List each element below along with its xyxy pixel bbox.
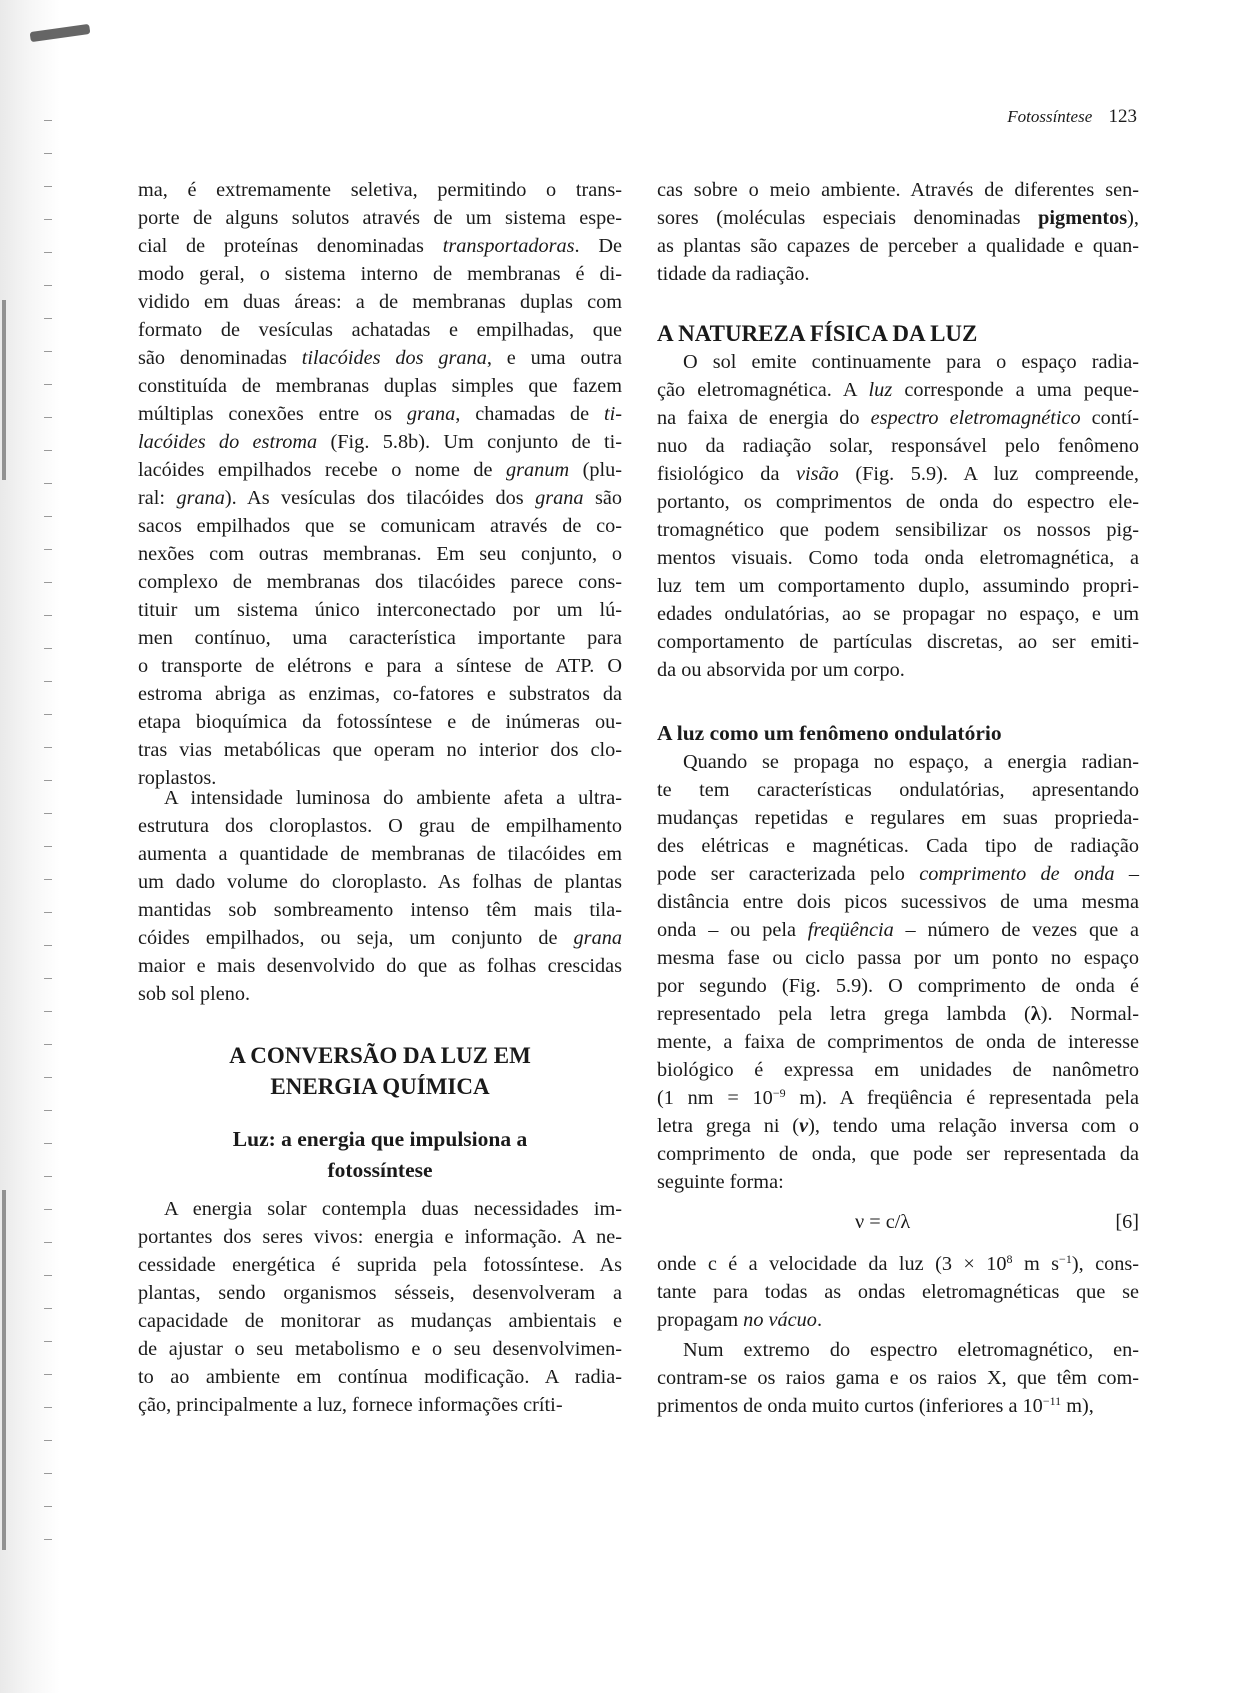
text-line <box>138 784 622 812</box>
text-run: to ao ambiente em contínua modificação. A radia- <box>138 1366 622 1388</box>
scan-artifact <box>44 186 52 187</box>
text-run: na faixa de energia do <box>657 407 871 429</box>
text-line <box>657 1000 1139 1028</box>
text-line <box>657 1112 1139 1140</box>
text-line <box>138 344 622 372</box>
text-line <box>657 348 1139 376</box>
scan-artifact <box>44 1176 52 1177</box>
running-header <box>1007 106 1137 128</box>
text-line <box>138 868 622 896</box>
scan-artifact <box>44 1440 52 1441</box>
text-run: (1 nm = 10 <box>657 1087 773 1109</box>
scan-artifact <box>44 450 52 451</box>
text-run: m s <box>1012 1253 1060 1275</box>
text-line <box>657 776 1139 804</box>
text-line <box>657 516 1139 544</box>
scan-artifact <box>44 1539 52 1540</box>
text-line <box>138 1223 622 1251</box>
text-run: letra grega ni ( <box>657 1115 800 1137</box>
text-run: . De <box>574 235 622 257</box>
text-run: maior e mais desenvolvido do que as folhas crescidas <box>138 955 622 977</box>
text-run: ), <box>1127 207 1139 229</box>
text-line <box>138 428 622 456</box>
text-run: luz tem um comportamento duplo, assumindo propri- <box>657 575 1139 597</box>
text-line <box>657 176 1139 204</box>
text-run: , chamadas de <box>455 403 604 425</box>
text-run: pode ser caracterizada pelo <box>657 863 920 885</box>
text-run: comprimento de onda, que pode ser representada da <box>657 1143 1139 1165</box>
text-run: portanto, os comprimentos de onda do espectro ele- <box>657 491 1139 513</box>
text-run: sob sol pleno. <box>138 983 251 1005</box>
text-run: vidido em duas áreas: a de membranas duplas com <box>138 291 622 313</box>
text-line <box>138 952 622 980</box>
scan-artifact <box>44 648 52 649</box>
text-run: roplastos. <box>138 767 217 789</box>
scan-artifact <box>44 1407 52 1408</box>
text-line <box>138 540 622 568</box>
equation <box>657 1207 1139 1237</box>
text-line <box>138 400 622 428</box>
text-run: são <box>583 487 622 509</box>
text-line <box>657 804 1139 832</box>
text-run: primentos de onda muito curtos (inferiores a 10 <box>657 1395 1043 1417</box>
scan-artifact <box>44 813 52 814</box>
text-run: cóides empilhados, ou seja, um conjunto de <box>138 927 574 949</box>
text-line <box>138 980 622 1008</box>
text-line <box>657 1168 1139 1196</box>
text-run: mantidas sob sombreamento intenso têm mais tila- <box>138 899 622 921</box>
text-run: estrutura dos cloroplastos. O grau de empilhamento <box>138 815 622 837</box>
text-run: cessidade energética é suprida pela fotossíntese. As <box>138 1254 622 1276</box>
text-run: nexões com outras membranas. Em seu conjunto, o <box>138 543 622 565</box>
italic-text: grana <box>176 487 225 509</box>
scan-artifact <box>44 714 52 715</box>
text-run: Num extremo do espectro eletromagnético, en- <box>683 1339 1139 1361</box>
text-run: fisiológico da <box>657 463 796 485</box>
scan-artifact <box>44 1341 52 1342</box>
italic-text: comprimento de onda <box>919 863 1115 885</box>
text-line <box>138 596 622 624</box>
text-line <box>657 656 1139 684</box>
paragraph <box>657 348 1139 684</box>
text-run: sores (moléculas especiais denominadas <box>657 207 1039 229</box>
text-line <box>657 888 1139 916</box>
text-run: múltiplas conexões entre os <box>138 403 407 425</box>
heading-line: Luz: a energia que impulsiona a <box>232 1127 528 1151</box>
text-run: sacos empilhados que se comunicam através de co- <box>138 515 622 537</box>
text-line <box>657 860 1139 888</box>
scan-artifact <box>44 1077 52 1078</box>
text-line <box>657 1364 1139 1392</box>
text-run: mesma fase ou ciclo passa por um ponto no espaço <box>657 947 1139 969</box>
scan-artifact <box>44 153 52 154</box>
text-run: tidade da radiação. <box>657 263 810 285</box>
heading-line: fotossíntese <box>327 1158 433 1182</box>
text-line <box>657 376 1139 404</box>
bold-text: pigmentos <box>1038 207 1128 229</box>
italic-text: granum <box>506 459 570 481</box>
text-run: O sol emite continuamente para o espaço radia- <box>683 351 1139 373</box>
scan-artifact <box>44 846 52 847</box>
scan-artifact <box>44 615 52 616</box>
text-run: biológico é expressa em unidades de nanômetro <box>657 1059 1139 1081</box>
text-line <box>657 972 1139 1000</box>
italic-text: freqüência <box>807 919 894 941</box>
scan-artifact <box>44 483 52 484</box>
text-run: as plantas são capazes de perceber a qualidade e quan- <box>657 235 1139 257</box>
scan-artifact <box>44 1209 52 1210</box>
text-line <box>138 1195 622 1223</box>
text-run: representado pela letra grega lambda ( <box>657 1003 1031 1025</box>
page-number: 123 <box>1108 106 1137 127</box>
scan-artifact <box>44 1374 52 1375</box>
scan-artifact <box>44 879 52 880</box>
scan-artifact <box>44 1110 52 1111</box>
text-line <box>657 488 1139 516</box>
text-run: edades ondulatórias, ao se propagar no espaço, e um <box>657 603 1139 625</box>
subsection-heading <box>138 1124 622 1186</box>
text-line <box>138 204 622 232</box>
italic-text: grana <box>535 487 584 509</box>
paragraph <box>138 1195 622 1419</box>
scan-artifact <box>44 1308 52 1309</box>
text-run: tante para todas as ondas eletromagnéticas que se <box>657 1281 1139 1303</box>
text-line <box>657 1392 1139 1420</box>
text-line <box>138 1279 622 1307</box>
text-line <box>138 568 622 596</box>
text-run: contí- <box>1080 407 1139 429</box>
text-run: o transporte de elétrons e para a síntese de ATP. O <box>138 655 622 677</box>
text-run: aumenta a quantidade de membranas de tilacóides em <box>138 843 622 865</box>
text-run: (Fig. 5.8b). Um conjunto de ti- <box>317 431 623 453</box>
text-line <box>657 544 1139 572</box>
scan-artifact <box>44 549 52 550</box>
scan-artifact <box>44 318 52 319</box>
text-line <box>138 652 622 680</box>
text-run: seguinte forma: <box>657 1171 784 1193</box>
scan-artifact <box>44 1506 52 1507</box>
text-run: cial de proteínas denominadas <box>138 235 443 257</box>
scan-artifact <box>44 1275 52 1276</box>
text-line <box>657 1278 1139 1306</box>
text-line <box>657 572 1139 600</box>
text-run: tituir um sistema único interconectado por um lú- <box>138 599 622 621</box>
text-line <box>657 432 1139 460</box>
section-heading: A NATUREZA FÍSICA DA LUZ <box>657 321 978 346</box>
paragraph <box>657 1336 1139 1420</box>
text-run: m), <box>1061 1395 1094 1417</box>
text-line <box>138 288 622 316</box>
text-run: (Fig. 5.9). A luz compreende, <box>838 463 1139 485</box>
text-line <box>657 1084 1139 1112</box>
section-heading <box>138 1040 622 1102</box>
equation-formula: ν = c/λ <box>855 1211 911 1233</box>
paragraph <box>138 176 622 792</box>
paragraph <box>657 748 1139 1196</box>
heading-line: A CONVERSÃO DA LUZ EM <box>229 1043 531 1068</box>
equation-number: [6] <box>1115 1211 1139 1233</box>
text-run: A energia solar contempla duas necessidades im- <box>164 1198 622 1220</box>
text-run: plantas, sendo organismos sésseis, desenvolveram a <box>138 1282 622 1304</box>
text-line <box>138 372 622 400</box>
paragraph <box>138 784 622 1008</box>
text-run: nuo da radiação solar, responsável pelo fenômeno <box>657 435 1139 457</box>
scan-artifact <box>44 1473 52 1474</box>
text-line <box>657 628 1139 656</box>
text-run: Quando se propaga no espaço, a energia radian- <box>683 751 1139 773</box>
text-line <box>657 1250 1139 1278</box>
text-run: um dado volume do cloroplasto. As folhas de plantas <box>138 871 622 893</box>
scan-artifact <box>44 747 52 748</box>
italic-text: ti- <box>603 403 622 425</box>
superscript: −11 <box>1042 1394 1062 1408</box>
text-run: da ou absorvida por um corpo. <box>657 659 905 681</box>
text-run: capacidade de monitorar as mudanças ambientais e <box>138 1310 622 1332</box>
text-run: por segundo (Fig. 5.9). O comprimento de onda é <box>657 975 1139 997</box>
italic-text: no vácuo <box>743 1309 817 1331</box>
text-run: men contínuo, uma característica importante para <box>138 627 622 649</box>
scan-artifact <box>44 978 52 979</box>
scan-artifact <box>44 384 52 385</box>
text-run: onda – ou pela <box>657 919 808 941</box>
text-run: modo geral, o sistema interno de membranas é di- <box>138 263 622 285</box>
text-run: te tem características ondulatórias, apresentando <box>657 779 1139 801</box>
running-title: Fotossíntese <box>1007 107 1093 126</box>
text-run: comportamento de partículas discretas, ao ser emiti- <box>657 631 1139 653</box>
text-run: propagam <box>657 1309 744 1331</box>
text-line <box>138 896 622 924</box>
text-run: etapa bioquímica da fotossíntese e de inúmeras ou- <box>138 711 622 733</box>
text-line <box>138 484 622 512</box>
text-line <box>138 840 622 868</box>
text-run: des elétricas e magnéticas. Cada tipo de radiação <box>657 835 1139 857</box>
italic-text: grana <box>573 927 622 949</box>
text-line <box>138 1391 622 1419</box>
text-run: ), tendo uma relação inversa com o <box>808 1115 1139 1137</box>
text-line <box>657 460 1139 488</box>
text-run: ma, é extremamente seletiva, permitindo o trans- <box>138 179 622 201</box>
text-line <box>138 736 622 764</box>
superscript: −9 <box>772 1086 786 1100</box>
text-line <box>138 1251 622 1279</box>
text-line <box>657 1336 1139 1364</box>
scan-artifact <box>44 219 52 220</box>
text-run: . <box>816 1309 823 1331</box>
scan-artifact <box>44 912 52 913</box>
text-run: onde c é a velocidade da luz (3 × 10 <box>657 1253 1007 1275</box>
text-run: tromagnético que podem sensibilizar os nossos pig- <box>657 519 1139 541</box>
scan-artifact <box>2 300 6 480</box>
scan-artifact <box>44 945 52 946</box>
bold-italic-text: ν <box>799 1115 809 1137</box>
scan-artifact <box>44 351 52 352</box>
text-line <box>657 232 1139 260</box>
text-line <box>138 176 622 204</box>
text-line <box>138 456 622 484</box>
text-run: tras vias metabólicas que operam no interior dos clo- <box>138 739 622 761</box>
text-run: estroma abriga as enzimas, co-fatores e substratos da <box>138 683 622 705</box>
bold-text: λ <box>1030 1003 1041 1025</box>
text-run: portantes dos seres vivos: energia e informação. A ne- <box>138 1226 622 1248</box>
scan-artifact <box>44 681 52 682</box>
text-run: ral: <box>138 487 177 509</box>
text-line <box>657 600 1139 628</box>
text-run: lacóides empilhados recebe o nome de <box>138 459 506 481</box>
text-run: (plu- <box>569 459 622 481</box>
text-run: A intensidade luminosa do ambiente afeta a ultra- <box>164 787 622 809</box>
text-run: constituída de membranas duplas simples que fazem <box>138 375 622 397</box>
text-run: , e uma outra <box>486 347 622 369</box>
text-line <box>138 1307 622 1335</box>
text-run: ), cons- <box>1071 1253 1139 1275</box>
paragraph <box>657 176 1139 288</box>
text-run: mudanças repetidas e regulares em suas proprieda- <box>657 807 1139 829</box>
scan-artifact <box>44 1044 52 1045</box>
text-run: ção eletromagnética. A <box>657 379 869 401</box>
superscript: −1 <box>1059 1252 1072 1266</box>
text-run: contram-se os raios gama e os raios X, que têm com- <box>657 1367 1139 1389</box>
heading-line: ENERGIA QUÍMICA <box>270 1074 490 1099</box>
text-line <box>657 1306 1139 1334</box>
italic-text: espectro eletromagnético <box>870 407 1081 429</box>
text-line <box>657 1056 1139 1084</box>
text-run: m). A freqüência é representada pela <box>785 1087 1140 1109</box>
text-line <box>138 316 622 344</box>
scan-artifact <box>44 120 52 121</box>
text-run: ). As vesículas dos tilacóides dos <box>224 487 536 509</box>
text-run: formato de vesículas achatadas e empilhadas, que <box>138 319 622 341</box>
scan-artifact <box>44 1143 52 1144</box>
text-line <box>138 260 622 288</box>
scan-artifact <box>44 582 52 583</box>
subsection-heading: A luz como um fenômeno ondulatório <box>657 721 1002 745</box>
text-line <box>657 204 1139 232</box>
italic-text: tilacóides dos grana <box>301 347 487 369</box>
italic-text: lacóides do estroma <box>138 431 318 453</box>
text-run: são denominadas <box>138 347 302 369</box>
scan-artifact <box>44 417 52 418</box>
scan-binding-shadow <box>0 0 60 1693</box>
text-line <box>657 260 1139 288</box>
scan-artifact <box>44 1011 52 1012</box>
text-line <box>657 916 1139 944</box>
text-line <box>138 512 622 540</box>
text-line <box>138 708 622 736</box>
text-line <box>657 404 1139 432</box>
scan-artifact <box>44 780 52 781</box>
text-line <box>138 924 622 952</box>
paragraph <box>657 1250 1139 1334</box>
superscript: 8 <box>1006 1252 1013 1266</box>
text-line <box>657 944 1139 972</box>
text-line <box>657 1140 1139 1168</box>
text-line <box>138 1335 622 1363</box>
scan-artifact <box>44 1242 52 1243</box>
italic-text: transportadoras <box>442 235 575 257</box>
text-line <box>657 1028 1139 1056</box>
text-line <box>138 680 622 708</box>
scan-artifact <box>44 516 52 517</box>
italic-text: luz <box>868 379 893 401</box>
text-line <box>138 624 622 652</box>
text-line <box>138 812 622 840</box>
text-run: mentos visuais. Como toda onda eletromagnética, a <box>657 547 1139 569</box>
scan-artifact <box>44 252 52 253</box>
text-run: mente, a faixa de comprimentos de onda de interesse <box>657 1031 1139 1053</box>
text-run: cas sobre o meio ambiente. Através de diferentes sen- <box>657 179 1139 201</box>
text-run: corresponde a uma peque- <box>892 379 1139 401</box>
text-run: complexo de membranas dos tilacóides parece cons- <box>138 571 622 593</box>
text-run: – <box>1114 863 1140 885</box>
text-line <box>657 832 1139 860</box>
text-line <box>138 1363 622 1391</box>
text-run: – número de vezes que a <box>893 919 1140 941</box>
text-run: ção, principalmente a luz, fornece informações críti- <box>138 1394 563 1416</box>
text-line <box>657 748 1139 776</box>
italic-text: grana <box>406 403 456 425</box>
text-run: ). Normal- <box>1040 1003 1139 1025</box>
text-run: de ajustar o seu metabolismo e o seu desenvolvimen- <box>138 1338 622 1360</box>
text-run: porte de alguns solutos através de um sistema espe- <box>138 207 622 229</box>
scan-artifact <box>2 1190 6 1550</box>
text-line <box>138 232 622 260</box>
scan-artifact <box>44 285 52 286</box>
text-run: distância entre dois picos sucessivos de uma mesma <box>657 891 1139 913</box>
italic-text: visão <box>796 463 839 485</box>
